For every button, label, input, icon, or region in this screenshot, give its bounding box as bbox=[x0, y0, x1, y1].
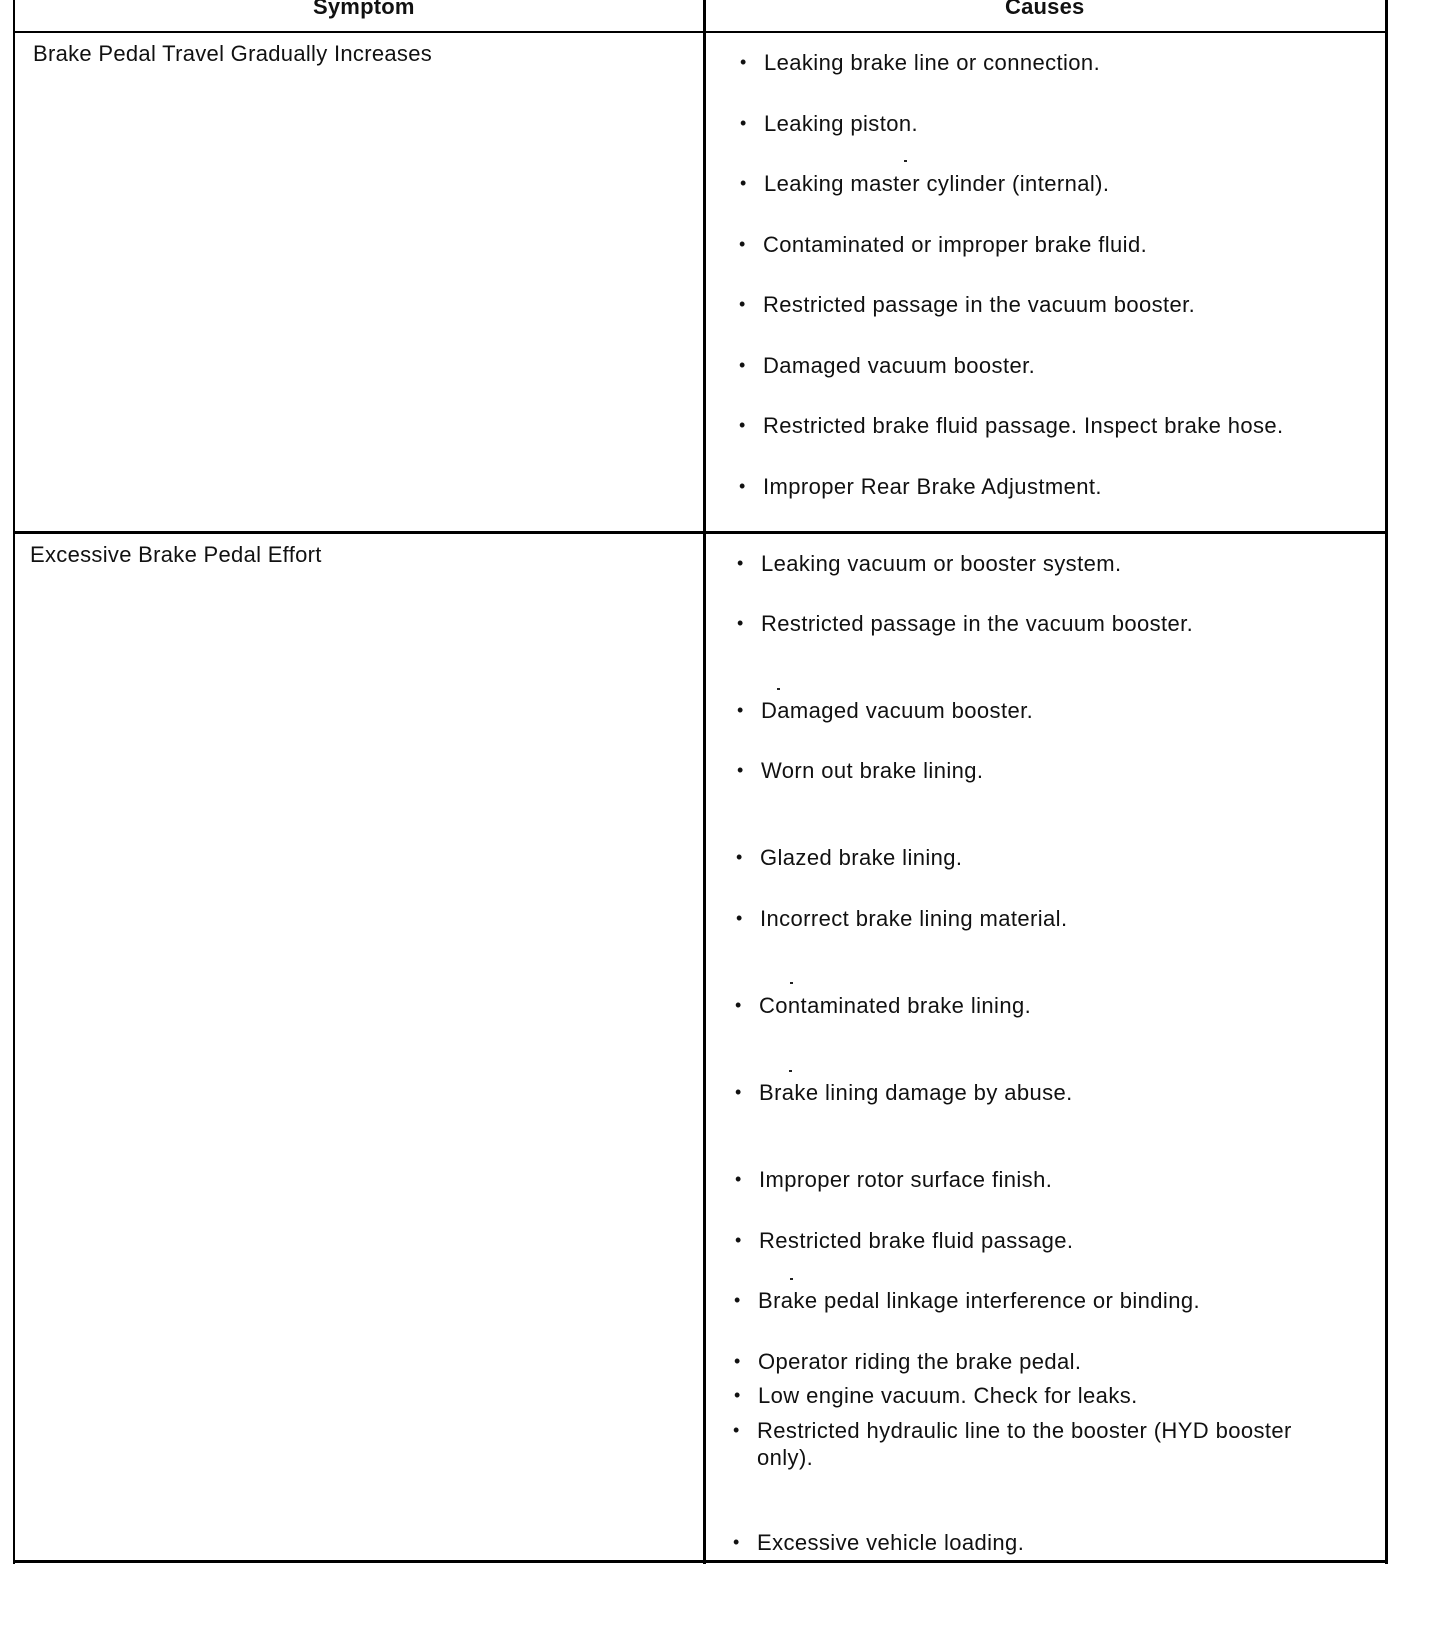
cause-item: • Leaking piston. bbox=[740, 111, 918, 136]
scan-speck bbox=[904, 160, 907, 162]
symptom-cell-row-1: Brake Pedal Travel Gradually Increases bbox=[33, 41, 433, 66]
cause-item: • Low engine vacuum. Check for leaks. bbox=[734, 1383, 1138, 1408]
cause-item: • Contaminated or improper brake fluid. bbox=[739, 232, 1148, 257]
scan-speck bbox=[789, 1070, 792, 1072]
cause-item: • Leaking brake line or connection. bbox=[740, 50, 1101, 75]
table-column-divider bbox=[703, 0, 706, 1564]
row-divider bbox=[13, 531, 1388, 534]
header-bottom-rule bbox=[13, 31, 1388, 33]
cause-item: • Operator riding the brake pedal. bbox=[734, 1349, 1082, 1374]
cause-item: • Improper Rear Brake Adjustment. bbox=[739, 474, 1102, 499]
cause-item: • Restricted brake fluid passage. Inspect brake hose. bbox=[739, 413, 1284, 438]
cause-item: • Leaking vacuum or booster system. bbox=[737, 551, 1122, 576]
cause-item: • Incorrect brake lining material. bbox=[736, 906, 1068, 931]
cause-item: • Restricted hydraulic line to the booster (HYD booster only). bbox=[733, 1418, 1292, 1470]
header-causes: Causes bbox=[1005, 0, 1085, 19]
table-right-border bbox=[1385, 0, 1388, 1564]
cause-item: • Worn out brake lining. bbox=[737, 758, 984, 783]
cause-item: • Excessive vehicle loading. bbox=[733, 1530, 1025, 1555]
cause-item: • Glazed brake lining. bbox=[736, 845, 963, 870]
cause-item: • Improper rotor surface finish. bbox=[735, 1167, 1053, 1192]
cause-item: • Contaminated brake lining. bbox=[735, 993, 1032, 1018]
table-bottom-border bbox=[13, 1560, 1388, 1563]
table-left-border bbox=[13, 0, 15, 1564]
cause-item: • Brake pedal linkage interference or binding. bbox=[734, 1288, 1200, 1313]
cause-item: • Restricted passage in the vacuum booster. bbox=[737, 611, 1194, 636]
cause-item: • Restricted brake fluid passage. bbox=[735, 1228, 1074, 1253]
scan-speck bbox=[790, 1278, 793, 1280]
cause-item: • Leaking master cylinder (internal). bbox=[740, 171, 1110, 196]
scan-speck bbox=[790, 982, 793, 984]
scan-speck bbox=[777, 688, 780, 690]
symptom-cell-row-2: Excessive Brake Pedal Effort bbox=[30, 542, 322, 567]
cause-item: • Restricted passage in the vacuum booster. bbox=[739, 292, 1196, 317]
cause-item: • Brake lining damage by abuse. bbox=[735, 1080, 1073, 1105]
cause-item: • Damaged vacuum booster. bbox=[737, 698, 1034, 723]
header-symptom: Symptom bbox=[313, 0, 415, 19]
cause-item: • Damaged vacuum booster. bbox=[739, 353, 1036, 378]
